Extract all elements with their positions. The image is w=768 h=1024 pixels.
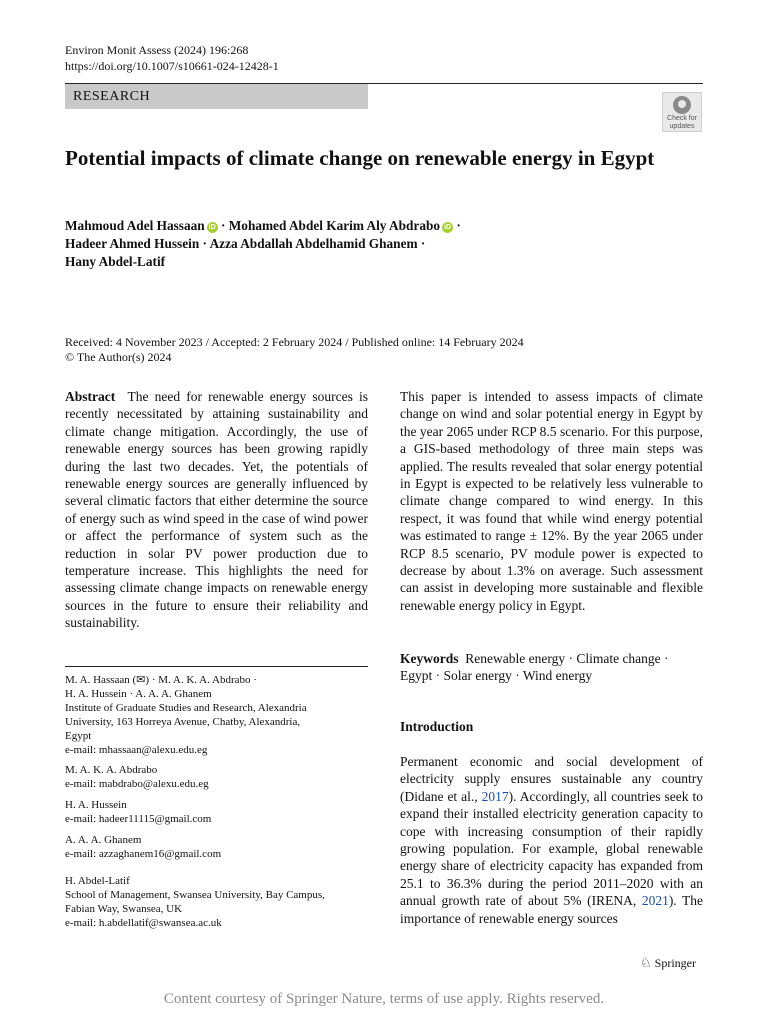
section-label: RESEARCH [65,84,368,109]
author-list [65,217,685,271]
affiliation-block [65,763,368,791]
affiliation-block [65,798,368,826]
author-name[interactable]: · Mohamed Abdel Karim Aly Abdrabo [217,218,441,233]
affiliation-line: School of Management, Swansea University, Bay Campus, [65,889,325,901]
abstract-text-left: The need for renewable energy sources is recently necessitated by attaining sustainability and climate change mitigation. Accordingly, the use of renewable energy sources has been growing rapidly during the last two decades. Yet, the potentials of renewable energy sources are generally influenced by several climatic factors that either determine the source of energy such as wind speed in the case of wind power or affect the performance of system such as the reduction in solar PV power production due to temperature increase. This highlights the need for assessing climate change impacts on renewable energy sources in the future to ensure their reliability and sustainability. [65,389,369,631]
keywords-label: Keywords [400,651,459,666]
affiliation-line: H. A. Hussein · A. A. A. Ghanem [65,688,212,700]
keywords [400,650,703,684]
affiliation-block [65,833,368,861]
orcid-icon[interactable]: iD [208,224,216,231]
affiliation-line: M. A. K. A. Abdrabo [65,764,158,776]
journal-citation: Environ Monit Assess (2024) 196:268 [65,43,249,57]
author-separator: · [453,218,461,233]
abstract-left [65,388,368,632]
affiliation-line: M. A. Hassaan (✉) · M. A. K. A. Abdrabo · [65,674,257,686]
citation-link[interactable]: 2017 [481,788,509,804]
authors-line-3: Hany Abdel-Latif [65,254,166,269]
publisher-logo [640,955,696,971]
affiliation-block [65,673,368,757]
author-name[interactable]: Mahmoud Adel Hassaan [65,218,205,233]
courtesy-notice: Content courtesy of Springer Nature, terms of use apply. Rights reserved. [163,991,605,1007]
affiliation-line: Institute of Graduate Studies and Research, Alexandria [65,702,307,714]
affiliation-line: Egypt [65,730,92,742]
publisher-name: Springer [654,956,696,970]
copyright-line: © The Author(s) 2024 [65,350,172,364]
doi-link[interactable]: https://doi.org/10.1007/s10661-024-12428-1 [65,59,279,73]
authors-line-1 [65,217,685,235]
affiliation-rule [65,666,368,667]
affiliation-block [65,874,368,930]
abstract-label: Abstract [65,389,116,404]
email-link[interactable]: e-mail: azzaghanem16@gmail.com [65,848,222,860]
article-title: Potential impacts of climate change on renewable energy in Egypt [65,146,655,170]
springer-horse-icon: ♘ [640,955,652,970]
email-link[interactable]: e-mail: h.abdellatif@swansea.ac.uk [65,917,222,929]
intro-text: ). The importance of renewable energy sources [400,893,703,926]
affiliation-line: Fabian Way, Swansea, UK [65,903,183,915]
introduction-paragraph [400,753,703,927]
email-link[interactable]: e-mail: hadeer11115@gmail.com [65,813,212,825]
badge-text-2: updates [669,123,695,130]
affiliation-line: A. A. A. Ghanem [65,834,142,846]
affiliation-line: University, 163 Horreya Avenue, Chatby, Alexandria, [65,716,301,728]
authors-line-2: Hadeer Ahmed Hussein · Azza Abdallah Abdelhamid Ghanem · [65,236,426,251]
check-for-updates-badge[interactable] [662,92,702,132]
badge-text-1: Check for [667,115,697,122]
journal-meta [65,42,279,74]
orcid-icon[interactable]: iD [444,224,452,231]
affiliation-line: H. A. Hussein [65,799,127,811]
citation-link[interactable]: 2021 [641,893,669,909]
dates-line: Received: 4 November 2023 / Accepted: 2 February 2024 / Published online: 14 February 2024 [65,335,524,349]
affiliation-line: H. Abdel-Latif [65,875,130,887]
check-for-updates-icon [673,96,691,114]
introduction-heading: Introduction [400,719,474,734]
abstract-right: This paper is intended to assess impacts of climate change on wind and solar potential energy in Egypt by the year 2065 under RCP 8.5 scenario. For this purpose, a GIS-based methodology of three main steps was applied. The results revealed that solar energy potential in Egypt is expected to be relatively less vulnerable to climate change compared to wind energy. In this respect, it was found that while wind energy potential was estimated to range ± 12%. By the year 2065 under RCP 8.5 scenario, PV module power is expected to decrease by about 1.3% on average. Such assessment can assist in developing more sustainable and flexible renewable energy policy in Egypt. [400,389,703,613]
email-link[interactable]: e-mail: mabdrabo@alexu.edu.eg [65,778,209,790]
keywords-text: Renewable energy · Climate change · Egypt · Solar energy · Wind energy [400,651,669,683]
intro-text: Permanent economic and social development of electricity supply ensures sustainable any country (Didane et al., [400,754,703,804]
article-history [65,335,524,365]
email-link[interactable]: e-mail: mhassaan@alexu.edu.eg [65,744,208,756]
intro-text: ). Accordingly, all countries seek to expand their installed electricity generation capacity to cope with increasing consumption of their rapidly growing population. For example, global renewable energy share of electricity capacity has expanded from 25.1 to 36.3% during the period 2011–2020 with an annual growth rate of about 5% (IRENA, [400,788,703,909]
